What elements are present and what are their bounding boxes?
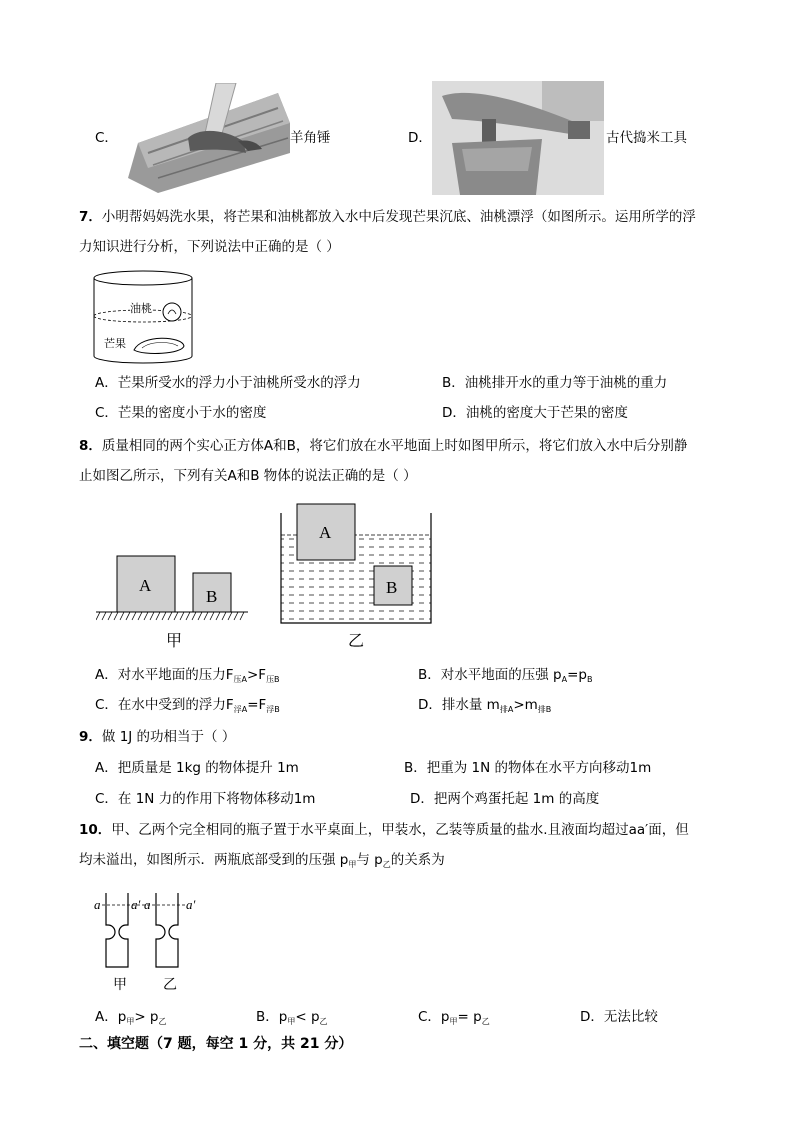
q7-option-b: B．油桃排开水的重力等于油桃的重力 bbox=[442, 375, 668, 391]
q10-figure-bottles bbox=[94, 893, 204, 973]
q6-option-d-caption: 古代捣米工具 bbox=[606, 130, 687, 146]
youtao-label: 油桃 bbox=[130, 302, 152, 315]
q7-option-d: D．油桃的密度大于芒果的密度 bbox=[442, 405, 628, 421]
q7-stem-line2: 力知识进行分析，下列说法中正确的是（ ） bbox=[79, 239, 340, 255]
jia-block-a-label: A bbox=[139, 576, 152, 595]
q10-stem-line2: 均未溢出，如图所示．两瓶底部受到的压强 $p_甲$与 $p_乙$的关系为 bbox=[79, 852, 445, 869]
q8-figure-yi bbox=[278, 503, 434, 625]
jia-block-b-label: B bbox=[206, 587, 218, 606]
claw-hammer-photo bbox=[128, 83, 290, 193]
q10-stem-line1: 10．甲、乙两个完全相同的瓶子置于水平桌面上，甲装水，乙装等质量的盐水.且液面均超过aa′面，但 bbox=[79, 822, 689, 838]
q9-option-d: D．把两个鸡蛋托起 1m 的高度 bbox=[410, 791, 600, 807]
q7-stem-line1: 7．小明帮妈妈洗水果，将芒果和油桃都放入水中后发现芒果沉底、油桃漂浮（如图所示。运用所学的浮 bbox=[79, 209, 696, 225]
q6-option-c-label: C． bbox=[95, 130, 118, 146]
q10-fig-jia-caption: 甲 bbox=[113, 977, 127, 993]
q10-option-d: D．无法比较 bbox=[580, 1009, 658, 1025]
q10-option-a: A．$p_甲> p_乙$ bbox=[95, 1009, 167, 1026]
q10-label-a-prime-right: a′ bbox=[186, 897, 196, 912]
q8-option-b: B．对水平地面的压强 $p_A=p_B$ bbox=[418, 667, 593, 684]
rice-pounding-tool-photo bbox=[432, 81, 604, 195]
q8-option-c: C．在水中受到的浮力$F_{浮A}=F_{浮B}$ bbox=[95, 697, 280, 714]
q7-option-a: A．芒果所受水的浮力小于油桃所受水的浮力 bbox=[95, 375, 361, 391]
q8-option-d: D．排水量 $m_{排A}>m_{排B}$ bbox=[418, 697, 552, 714]
q6-option-d-label: D． bbox=[408, 130, 432, 146]
q8-figure-jia bbox=[96, 552, 248, 626]
q10-option-c: C．$p_甲= p_乙$ bbox=[418, 1009, 490, 1026]
q10-option-b: B．$p_甲< p_乙$ bbox=[256, 1009, 328, 1026]
q8-option-a: A．对水平地面的压力$F_{压A}>F_{压B}$ bbox=[95, 667, 280, 684]
q8-stem-line1: 8．质量相同的两个实心正方体A和B，将它们放在水平地面上时如图甲所示，将它们放入水中后分别静 bbox=[79, 438, 688, 454]
q7-number: 7． bbox=[79, 209, 102, 225]
q9-option-a: A．把质量是 1kg 的物体提升 1m bbox=[95, 760, 299, 776]
q10-fig-yi-caption: 乙 bbox=[163, 977, 177, 993]
q8-stem-line2: 止如图乙所示，下列有关A和B 物体的说法正确的是（ ） bbox=[79, 468, 417, 484]
q9-stem: 9．做 1J 的功相当于（ ） bbox=[79, 729, 236, 745]
yi-block-a-label: A bbox=[319, 523, 332, 542]
q9-option-b: B．把重为 1N 的物体在水平方向移动1m bbox=[404, 760, 652, 776]
q8-fig-jia-caption: 甲 bbox=[166, 631, 183, 650]
q6-option-c-caption: 羊角锤 bbox=[290, 130, 331, 146]
q7-option-c: C．芒果的密度小于水的密度 bbox=[95, 405, 267, 421]
mangguo-label: 芒果 bbox=[104, 337, 126, 350]
section2-title: 二、填空题（7 题，每空 1 分，共 21 分） bbox=[79, 1036, 353, 1052]
q8-fig-yi-caption: 乙 bbox=[348, 631, 365, 650]
q10-label-a-left: a bbox=[94, 897, 101, 912]
q10-label-a-prime-mid: a′ bbox=[131, 897, 141, 912]
q8-number: 8． bbox=[79, 438, 102, 454]
yi-block-b-label: B bbox=[386, 578, 398, 597]
q10-number: 10． bbox=[79, 822, 112, 838]
q10-label-a-mid: a bbox=[144, 897, 151, 912]
q9-option-c: C．在 1N 力的作用下将物体移动1m bbox=[95, 791, 316, 807]
q7-figure-water-container bbox=[92, 268, 196, 364]
q9-number: 9． bbox=[79, 729, 102, 745]
